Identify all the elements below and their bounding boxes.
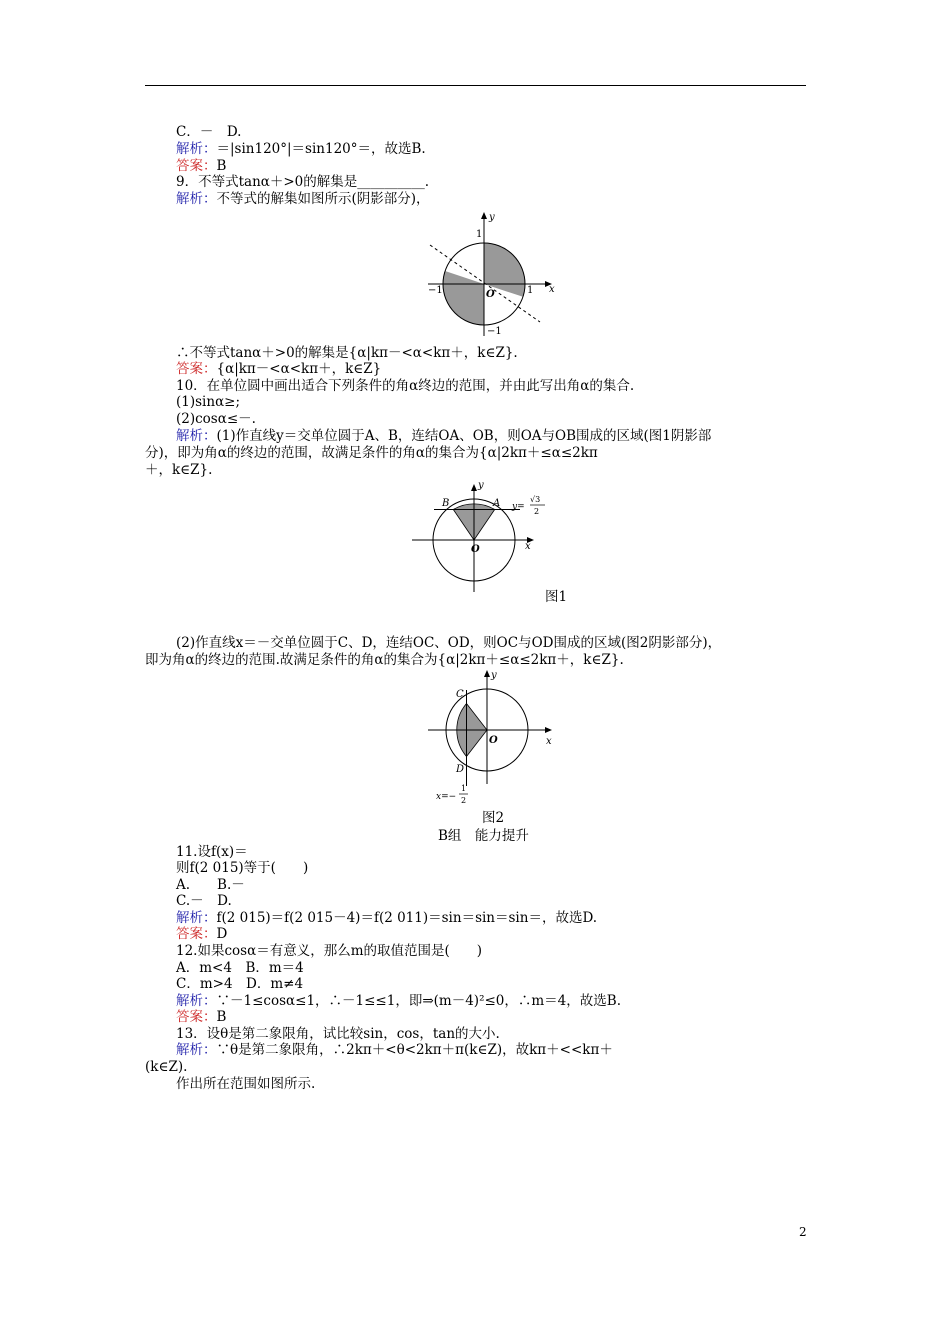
origin-label: O bbox=[489, 735, 498, 746]
analysis-text: ∵θ是第二象限角，∴2kπ＋<θ<2kπ＋π(k∈Z)，故kπ＋<<kπ＋ bbox=[216, 1042, 613, 1058]
x-axis-arrow-icon bbox=[545, 727, 552, 733]
question-9: 9．不等式tanα＋>0的解集是__________. bbox=[176, 174, 430, 190]
answer-label: 答案： bbox=[176, 1009, 217, 1025]
y-label: y bbox=[478, 480, 484, 491]
point-label: C bbox=[456, 689, 464, 700]
analysis-label: 解析： bbox=[176, 993, 217, 1009]
y-axis-arrow-icon bbox=[484, 670, 490, 677]
point-label: D bbox=[456, 764, 465, 775]
text-line: 作出所在范围如图所示. bbox=[176, 1076, 316, 1092]
text-line: ∴不等式tanα＋>0的解集是{α|kπ－<α<kπ＋，k∈Z}. bbox=[176, 345, 518, 361]
answer-line bbox=[176, 158, 226, 174]
equation-label: y= bbox=[512, 502, 525, 512]
y-axis-arrow-icon bbox=[481, 212, 487, 219]
text-line: 则f(2 015)等于( ) bbox=[176, 860, 309, 876]
x-label: x bbox=[549, 284, 555, 295]
figure-caption: 图2 bbox=[482, 810, 505, 826]
figure-unit-circle-tan bbox=[420, 206, 560, 342]
question-11: 11.设f(x)＝ bbox=[176, 844, 248, 860]
section-heading: B组 能力提升 bbox=[438, 828, 529, 844]
answer-text: B bbox=[216, 158, 227, 174]
x-label: x bbox=[525, 541, 531, 552]
analysis-label: 解析： bbox=[176, 428, 217, 444]
analysis-text: ＝|sin120°|＝sin120°＝，故选B. bbox=[216, 141, 426, 157]
analysis-label: 解析： bbox=[176, 141, 217, 157]
text-line: (k∈Z). bbox=[145, 1059, 188, 1075]
text-line: (2)作直线x＝－交单位圆于C、D，连结OC、OD，则OC与OD围成的区域(图2阴影部分)， bbox=[176, 635, 722, 651]
analysis-label: 解析： bbox=[176, 1042, 217, 1058]
analysis-text: f(2 015)＝f(2 015－4)＝f(2 011)＝sin＝sin＝sin＝，故选D. bbox=[216, 910, 598, 926]
question-10: 10．在单位圆中画出适合下列条件的角α终边的范围，并由此写出角α的集合. bbox=[176, 378, 635, 394]
fraction-numerator: 1 bbox=[461, 784, 467, 793]
analysis-text: ∵－1≤cosα≤1，∴－1≤≤1，即⇒(m－4)²≤0，∴m＝4，故选B. bbox=[216, 993, 621, 1009]
answer-line bbox=[176, 361, 381, 377]
text-line: (2)cosα≤－. bbox=[176, 411, 256, 427]
analysis-text: (1)作直线y＝交单位圆于A、B，连结OA、OB，则OA与OB围成的区域(图1阴影部 bbox=[216, 428, 712, 444]
tick-label: −1 bbox=[428, 285, 443, 296]
figure-2 bbox=[428, 665, 558, 810]
answer-text: D bbox=[216, 926, 228, 942]
text-line: C．m>4 D．m≠4 bbox=[176, 976, 304, 992]
analysis-line bbox=[176, 993, 621, 1009]
text-line: ＋，k∈Z}. bbox=[145, 462, 213, 478]
text-line: 即为角α的终边的范围.故满足条件的角α的集合为{α|2kπ＋≤α≤2kπ＋，k∈Z}. bbox=[145, 652, 624, 668]
page-number: 2 bbox=[799, 1225, 807, 1239]
text-line: A. B.－ bbox=[176, 877, 245, 893]
text-line: C．－ D. bbox=[176, 124, 242, 140]
y-label: y bbox=[489, 212, 495, 223]
tick-label: 1 bbox=[527, 285, 534, 296]
fraction-numerator: √3 bbox=[530, 495, 541, 504]
analysis-line bbox=[176, 191, 430, 207]
analysis-label: 解析： bbox=[176, 191, 217, 207]
point-label: B bbox=[442, 498, 450, 509]
tick-label: 1 bbox=[476, 229, 483, 240]
question-12: 12.如果cosα＝有意义，那么m的取值范围是( ) bbox=[176, 943, 483, 959]
tick-label: −1 bbox=[487, 326, 502, 337]
x-label: x bbox=[546, 736, 552, 747]
analysis-line bbox=[176, 1042, 613, 1058]
y-label: y bbox=[491, 670, 497, 681]
question-13: 13．设θ是第二象限角，试比较sin，cos，tan的大小. bbox=[176, 1026, 500, 1042]
analysis-text: 不等式的解集如图所示(阴影部分)， bbox=[216, 191, 430, 207]
text-line: (1)sinα≥; bbox=[176, 394, 241, 410]
answer-text: B bbox=[216, 1009, 227, 1025]
fraction-denominator: 2 bbox=[534, 507, 540, 516]
shade-region-left bbox=[443, 271, 484, 325]
answer-line bbox=[176, 926, 227, 942]
header-rule bbox=[145, 85, 806, 86]
analysis-line bbox=[176, 141, 426, 157]
fraction-denominator: 2 bbox=[461, 796, 467, 805]
analysis-line bbox=[176, 428, 711, 444]
analysis-line bbox=[176, 910, 597, 926]
y-axis-arrow-icon bbox=[471, 484, 477, 491]
origin-label: O bbox=[471, 544, 480, 555]
answer-label: 答案： bbox=[176, 361, 217, 377]
origin-label: O bbox=[486, 289, 495, 300]
answer-line bbox=[176, 1009, 226, 1025]
point-label: A bbox=[493, 498, 501, 509]
answer-label: 答案： bbox=[176, 158, 217, 174]
text-line: 分)，即为角α的终边的范围，故满足条件的角α的集合为{α|2kπ＋≤α≤2kπ bbox=[145, 445, 598, 461]
answer-label: 答案： bbox=[176, 926, 217, 942]
text-line: A．m<4 B．m＝4 bbox=[176, 960, 304, 976]
figure-1 bbox=[408, 475, 556, 603]
analysis-label: 解析： bbox=[176, 910, 217, 926]
text-line: C.－ D. bbox=[176, 893, 232, 909]
equation-label: x=− bbox=[436, 792, 457, 802]
answer-text: {α|kπ－<α<kπ＋，k∈Z} bbox=[216, 361, 382, 377]
figure-caption: 图1 bbox=[545, 589, 568, 605]
